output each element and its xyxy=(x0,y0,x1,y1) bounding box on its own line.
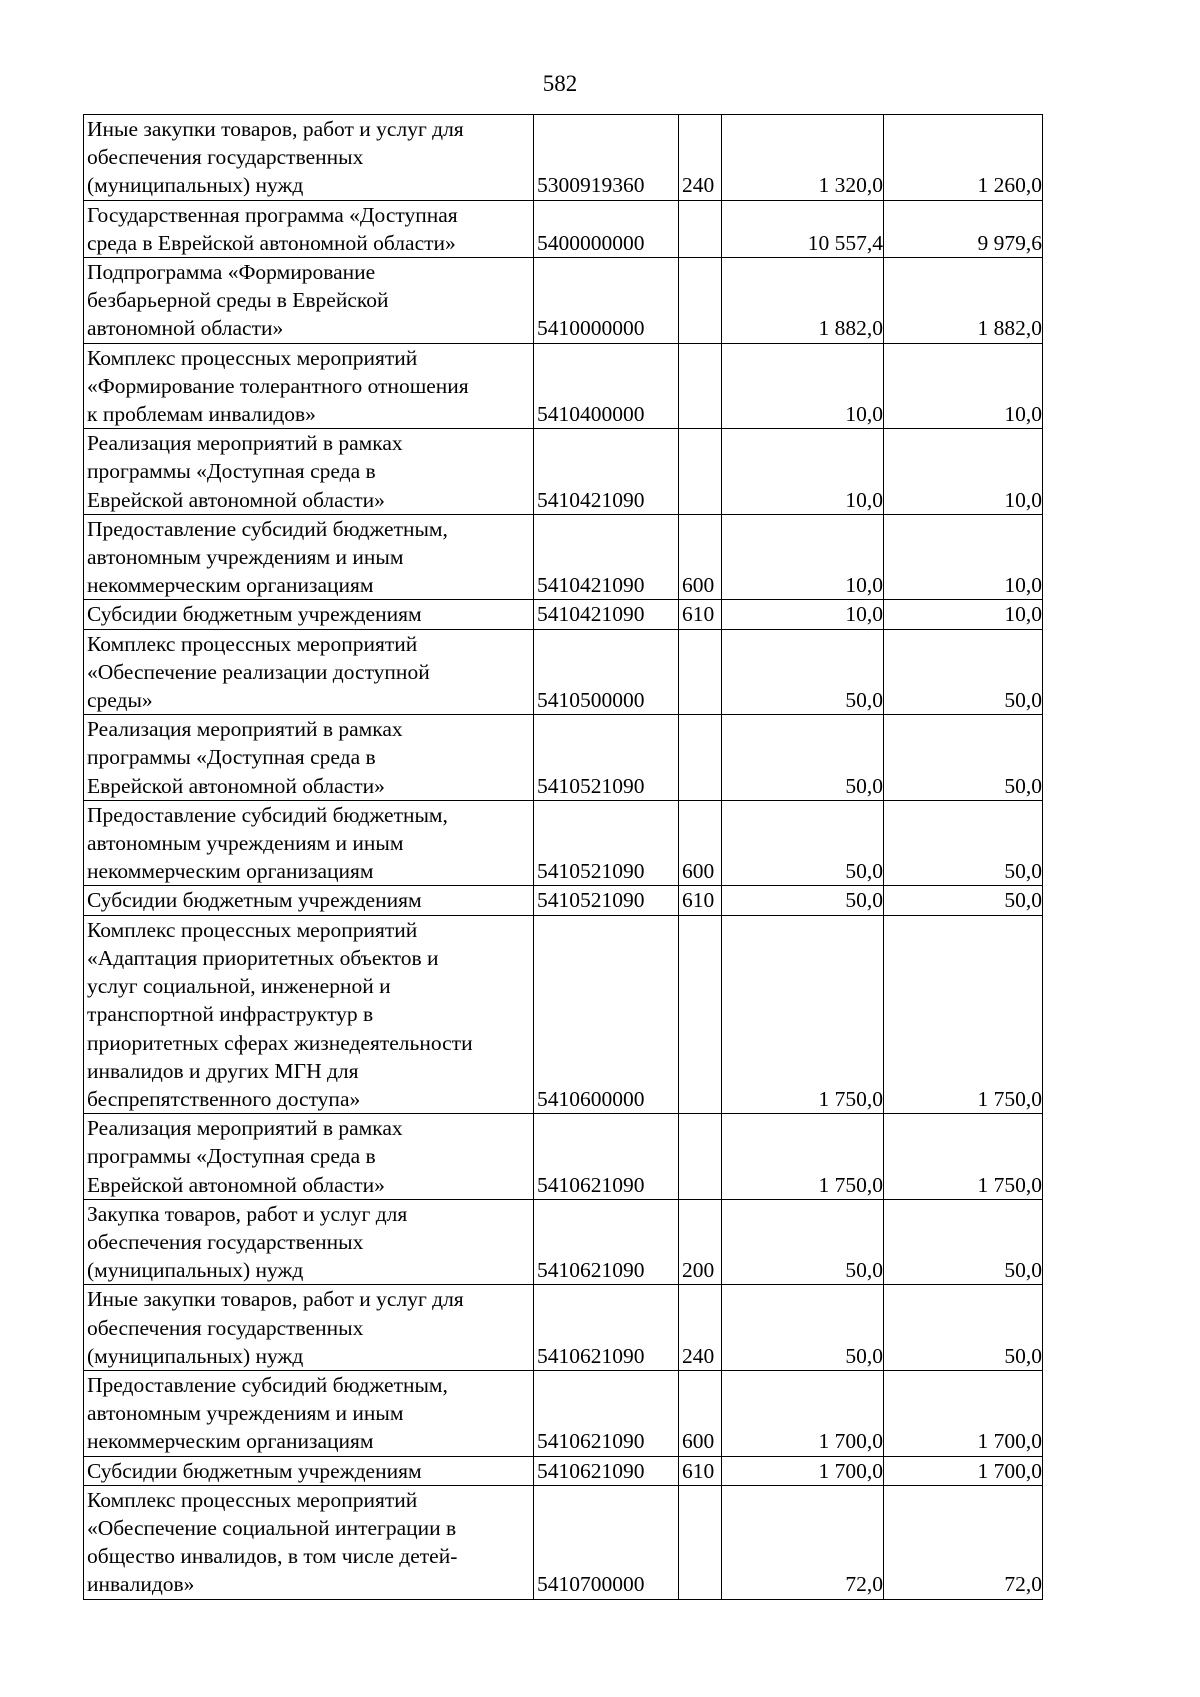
row-amount-1-cell: 10,0 xyxy=(722,514,884,600)
row-code-cell: 5410621090 xyxy=(534,1456,679,1485)
row-amount-1-cell: 1 750,0 xyxy=(722,1114,884,1200)
row-expense-type-cell: 600 xyxy=(679,1370,722,1456)
row-expense-type-cell: 610 xyxy=(679,600,722,629)
row-name-cell: Иные закупки товаров, работ и услуг для обеспечения государственных (муниципальных) нужд xyxy=(84,1285,534,1371)
table-row xyxy=(84,343,1043,429)
row-amount-2-cell: 1 882,0 xyxy=(884,258,1043,344)
row-name-cell: Комплекс процессных мероприятий «Обеспечение социальной интеграции в общество инвалидов, в том числе детей- инвалидов» xyxy=(84,1485,534,1599)
row-code-cell: 5410621090 xyxy=(534,1370,679,1456)
row-amount-2-cell: 10,0 xyxy=(884,514,1043,600)
row-amount-2-cell: 50,0 xyxy=(884,886,1043,915)
row-expense-type-cell xyxy=(679,715,722,801)
row-code-cell: 5410521090 xyxy=(534,715,679,801)
table-row xyxy=(84,514,1043,600)
row-code-cell: 5410400000 xyxy=(534,343,679,429)
table-row xyxy=(84,800,1043,886)
row-name-cell: Государственная программа «Доступная среда в Еврейской автономной области» xyxy=(84,200,534,257)
table-row xyxy=(84,1456,1043,1485)
table-row xyxy=(84,886,1043,915)
row-expense-type-cell xyxy=(679,429,722,515)
row-name-cell: Субсидии бюджетным учреждениям xyxy=(84,1456,534,1485)
row-amount-1-cell: 50,0 xyxy=(722,1285,884,1371)
table-row xyxy=(84,1114,1043,1200)
row-code-cell: 5410421090 xyxy=(534,429,679,515)
row-expense-type-cell xyxy=(679,1114,722,1200)
row-amount-1-cell: 1 700,0 xyxy=(722,1370,884,1456)
row-name-cell: Субсидии бюджетным учреждениям xyxy=(84,600,534,629)
row-amount-1-cell: 10,0 xyxy=(722,600,884,629)
row-amount-2-cell: 1 750,0 xyxy=(884,1114,1043,1200)
row-amount-2-cell: 72,0 xyxy=(884,1485,1043,1599)
row-expense-type-cell xyxy=(679,915,722,1113)
row-amount-2-cell: 50,0 xyxy=(884,800,1043,886)
row-expense-type-cell xyxy=(679,258,722,344)
row-amount-2-cell: 1 700,0 xyxy=(884,1456,1043,1485)
row-name-cell: Комплекс процессных мероприятий «Обеспечение реализации доступной среды» xyxy=(84,629,534,715)
row-amount-1-cell: 10 557,4 xyxy=(722,200,884,257)
table-row xyxy=(84,629,1043,715)
budget-table-body xyxy=(84,115,1043,1600)
row-expense-type-cell: 610 xyxy=(679,886,722,915)
row-name-cell: Комплекс процессных мероприятий «Адаптация приоритетных объектов и услуг социальной, инженерной и транспортной инфраструктур в приоритетных сферах жизнедеятельности инвалидов и других МГН для беспрепятственного доступа» xyxy=(84,915,534,1113)
row-name-cell: Предоставление субсидий бюджетным, автономным учреждениям и иным некоммерческим организациям xyxy=(84,1370,534,1456)
row-name-cell: Закупка товаров, работ и услуг для обеспечения государственных (муниципальных) нужд xyxy=(84,1199,534,1285)
row-amount-2-cell: 9 979,6 xyxy=(884,200,1043,257)
table-row xyxy=(84,915,1043,1113)
row-code-cell: 5410521090 xyxy=(534,800,679,886)
row-amount-2-cell: 1 750,0 xyxy=(884,915,1043,1113)
table-row xyxy=(84,1485,1043,1599)
row-amount-1-cell: 50,0 xyxy=(722,1199,884,1285)
row-amount-1-cell: 50,0 xyxy=(722,715,884,801)
row-amount-1-cell: 10,0 xyxy=(722,343,884,429)
row-amount-2-cell: 10,0 xyxy=(884,600,1043,629)
row-code-cell: 5300919360 xyxy=(534,115,679,201)
table-row xyxy=(84,429,1043,515)
table-row xyxy=(84,258,1043,344)
row-code-cell: 5410600000 xyxy=(534,915,679,1113)
row-expense-type-cell: 610 xyxy=(679,1456,722,1485)
row-expense-type-cell xyxy=(679,1485,722,1599)
table-row xyxy=(84,1285,1043,1371)
row-amount-1-cell: 1 320,0 xyxy=(722,115,884,201)
row-amount-2-cell: 50,0 xyxy=(884,1285,1043,1371)
row-amount-2-cell: 1 260,0 xyxy=(884,115,1043,201)
row-amount-1-cell: 10,0 xyxy=(722,429,884,515)
row-name-cell: Иные закупки товаров, работ и услуг для обеспечения государственных (муниципальных) нужд xyxy=(84,115,534,201)
row-amount-1-cell: 72,0 xyxy=(722,1485,884,1599)
row-amount-1-cell: 50,0 xyxy=(722,886,884,915)
row-name-cell: Предоставление субсидий бюджетным, автономным учреждениям и иным некоммерческим организациям xyxy=(84,514,534,600)
table-row xyxy=(84,200,1043,257)
row-code-cell: 5410000000 xyxy=(534,258,679,344)
row-name-cell: Комплекс процессных мероприятий «Формирование толерантного отношения к проблемам инвалидов» xyxy=(84,343,534,429)
table-row xyxy=(84,1370,1043,1456)
page-number: 582 xyxy=(542,71,578,96)
row-code-cell: 5410421090 xyxy=(534,514,679,600)
row-amount-2-cell: 10,0 xyxy=(884,343,1043,429)
row-name-cell: Подпрограмма «Формирование безбарьерной среды в Еврейской автономной области» xyxy=(84,258,534,344)
row-code-cell: 5410500000 xyxy=(534,629,679,715)
row-code-cell: 5410621090 xyxy=(534,1285,679,1371)
row-name-cell: Реализация мероприятий в рамках программы «Доступная среда в Еврейской автономной области» xyxy=(84,715,534,801)
row-name-cell: Реализация мероприятий в рамках программы «Доступная среда в Еврейской автономной области» xyxy=(84,1114,534,1200)
row-name-cell: Предоставление субсидий бюджетным, автономным учреждениям и иным некоммерческим организациям xyxy=(84,800,534,886)
row-code-cell: 5400000000 xyxy=(534,200,679,257)
row-amount-1-cell: 1 882,0 xyxy=(722,258,884,344)
row-expense-type-cell xyxy=(679,629,722,715)
row-expense-type-cell: 240 xyxy=(679,1285,722,1371)
row-amount-1-cell: 50,0 xyxy=(722,800,884,886)
row-amount-2-cell: 50,0 xyxy=(884,629,1043,715)
row-expense-type-cell: 600 xyxy=(679,800,722,886)
row-code-cell: 5410521090 xyxy=(534,886,679,915)
row-expense-type-cell xyxy=(679,200,722,257)
row-amount-2-cell: 10,0 xyxy=(884,429,1043,515)
row-code-cell: 5410621090 xyxy=(534,1199,679,1285)
table-row xyxy=(84,115,1043,201)
row-amount-1-cell: 1 750,0 xyxy=(722,915,884,1113)
row-amount-1-cell: 1 700,0 xyxy=(722,1456,884,1485)
row-name-cell: Реализация мероприятий в рамках программы «Доступная среда в Еврейской автономной области» xyxy=(84,429,534,515)
table-row xyxy=(84,715,1043,801)
row-amount-2-cell: 1 700,0 xyxy=(884,1370,1043,1456)
row-amount-1-cell: 50,0 xyxy=(722,629,884,715)
budget-table xyxy=(83,114,1043,1600)
row-code-cell: 5410621090 xyxy=(534,1114,679,1200)
row-expense-type-cell: 600 xyxy=(679,514,722,600)
row-amount-2-cell: 50,0 xyxy=(884,1199,1043,1285)
row-expense-type-cell xyxy=(679,343,722,429)
row-code-cell: 5410421090 xyxy=(534,600,679,629)
row-code-cell: 5410700000 xyxy=(534,1485,679,1599)
row-expense-type-cell: 240 xyxy=(679,115,722,201)
table-row xyxy=(84,600,1043,629)
row-amount-2-cell: 50,0 xyxy=(884,715,1043,801)
table-row xyxy=(84,1199,1043,1285)
row-name-cell: Субсидии бюджетным учреждениям xyxy=(84,886,534,915)
row-expense-type-cell: 200 xyxy=(679,1199,722,1285)
